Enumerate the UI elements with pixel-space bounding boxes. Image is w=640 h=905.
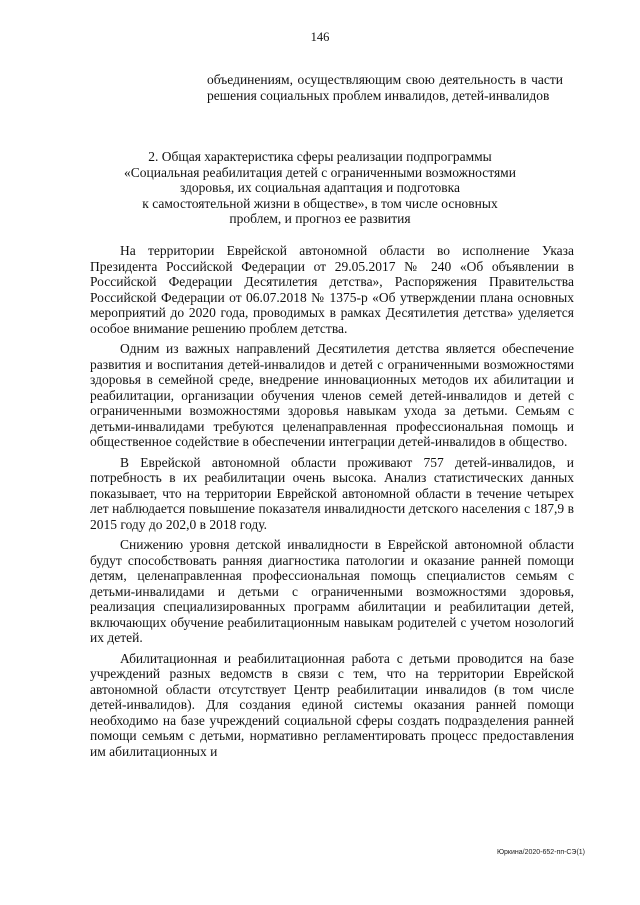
body-paragraph: Снижению уровня детской инвалидности в Еврейской автономной области будут способствовать ранняя диагностика патологии и оказание ранней помощи детям, целенаправленная профессиональная помощь специалистов семьям с детьми-инвалидами и детьми с ограниченными возможностями здоровья, реализация специализированных программ абилитации и реабилитации детей, включающих обучение реабилитационным навыкам родителей с учетом нозологий их детей. — [90, 537, 574, 645]
body-paragraph: Одним из важных направлений Десятилетия детства является обеспечение развития и воспитания детей-инвалидов и детей с ограниченными возможностями здоровья в семейной среде, внедрение инновационных методов их абилитации и реабилитации, организации обучения членов семей детей-инвалидов и детей с ограниченными возможностями здоровья навыкам ухода за детьми. Семьям с детьми-инвалидами требуются целенаправленная профессиональная помощь и общественное содействие в обеспечении интеграции детей-инвалидов в общество. — [90, 341, 574, 449]
heading-line: 2. Общая характеристика сферы реализации подпрограммы — [148, 149, 492, 164]
heading-line: проблем, и прогноз ее развития — [229, 211, 411, 226]
heading-line: «Социальная реабилитация детей с ограниченными возможностями — [124, 164, 516, 180]
page-number: 146 — [310, 30, 330, 44]
body-paragraph: В Еврейской автономной области проживают 757 детей-инвалидов, и потребность в их реабилитации очень высока. Анализ статистических данных показывает, что на территории Еврейской автономной области в течение четырех лет наблюдается повышение показателя инвалидности детского населения с 187,9 в 2015 году до 202,0 в 2018 году. — [90, 454, 574, 532]
intro-paragraph: объединениям, осуществляющим свою деятельность в части решения социальных проблем инвалидов, детей-инвалидов — [207, 72, 563, 103]
body-paragraph: На территории Еврейской автономной области во исполнение Указа Президента Российской Федерации от 29.05.2017 № 240 «Об объявлении в Российской Федерации Десятилетия детства», Распоряжения Правительства Российской Федерации от 06.07.2018 № 1375-р «Об утверждении плана основных мероприятий до 2020 года, проводимых в рамках Десятилетия детства» уделяется особое внимание решению проблем детства. — [90, 243, 574, 336]
heading-line: здоровья, их социальная адаптация и подготовка — [179, 180, 461, 195]
body-paragraph: Абилитационная и реабилитационная работа с детьми проводится на базе учреждений разных ведомств в связи с тем, что на территории Еврейской автономной области отсутствует Центр реабилитации инвалидов (в том числе детей-инвалидов). Для создания единой системы оказания ранней помощи необходимо на базе учреждений социальной сферы создать подразделения ранней помощи семьям с детьми, нормативно регламентировать процесс предоставления им абилитационных и — [90, 650, 574, 759]
body-text — [90, 243, 574, 764]
document-code: Юркина/2020-652-пп-СЭ(1) — [496, 849, 585, 856]
section-heading — [90, 149, 550, 227]
heading-line: к самостоятельной жизни в обществе», в том числе основных — [142, 195, 498, 211]
